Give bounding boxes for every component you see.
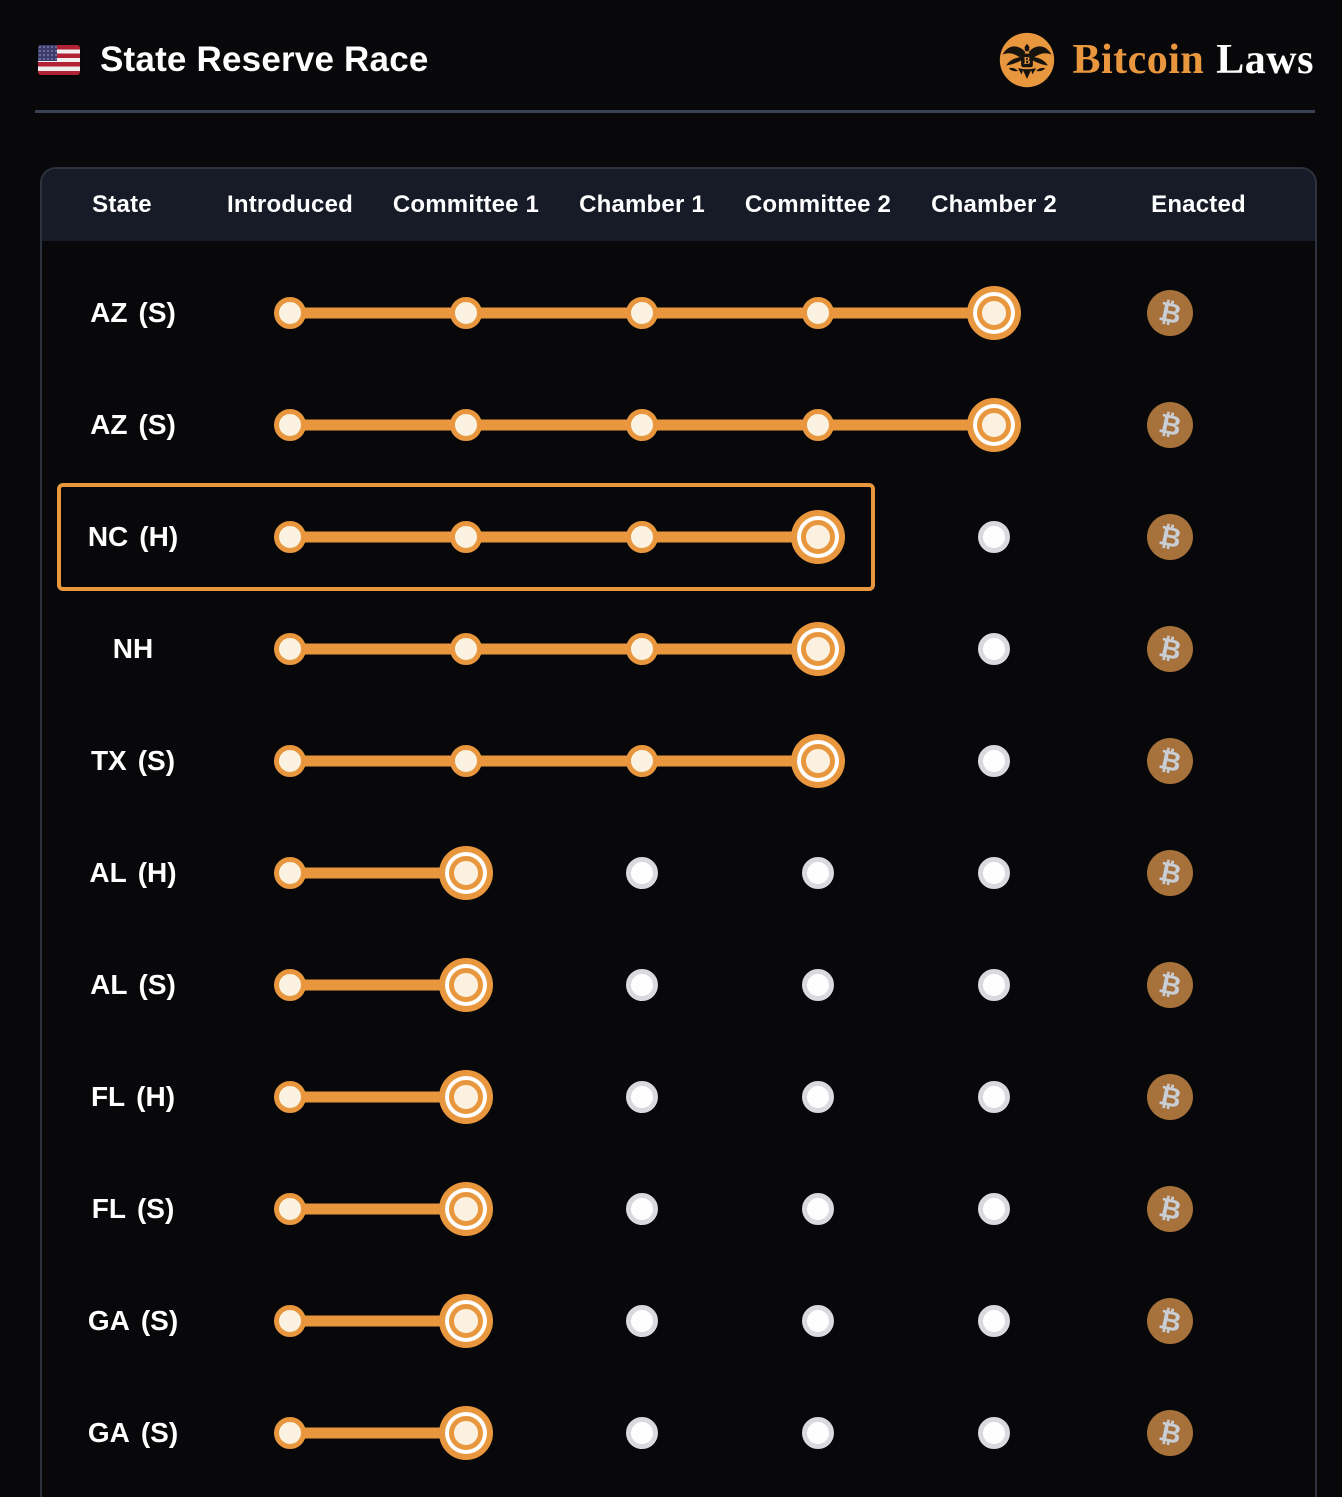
bitcoin-glyph: ₿	[1156, 519, 1184, 555]
table-row[interactable]	[42, 817, 1315, 929]
stage-dot-committee-2	[802, 857, 834, 889]
table-row[interactable]	[42, 1377, 1315, 1489]
stage-dot-committee-1	[449, 1080, 483, 1114]
title-wrap	[38, 40, 429, 80]
stage-dot-chamber-2	[978, 1305, 1010, 1337]
stage-dot-committee-1	[450, 633, 482, 665]
brand-text	[1072, 36, 1314, 84]
stage-dot-chamber-1	[626, 409, 658, 441]
progress-line	[290, 532, 818, 543]
stage-dot-chamber-1	[626, 1417, 658, 1449]
us-flag-icon	[38, 45, 80, 75]
bitcoin-glyph: ₿	[1156, 855, 1184, 891]
state-cell	[42, 857, 202, 889]
table-row[interactable]	[42, 1265, 1315, 1377]
stage-dot-committee-2	[802, 969, 834, 1001]
bitcoin-enacted-icon	[1147, 962, 1193, 1008]
state-label: AZ	[90, 297, 128, 328]
stage-dot-introduced	[274, 969, 306, 1001]
state-cell	[42, 1305, 202, 1337]
progress-line	[290, 1316, 466, 1327]
stage-dot-chamber-2	[978, 1417, 1010, 1449]
column-header-chamber-2: Chamber 2	[931, 191, 1057, 218]
state-cell	[42, 745, 202, 777]
chamber-tag: (S)	[140, 1305, 179, 1336]
stage-dot-introduced	[274, 1081, 306, 1113]
bitcoin-enacted-icon	[1147, 290, 1193, 336]
stage-dot-committee-2	[802, 409, 834, 441]
stage-dot-introduced	[274, 1305, 306, 1337]
state-label: GA	[87, 1417, 130, 1448]
stage-dot-introduced	[274, 633, 306, 665]
state-label: NC	[87, 521, 129, 552]
chamber-tag: (S)	[138, 969, 176, 1000]
stage-dot-introduced	[274, 1417, 306, 1449]
state-cell	[42, 409, 202, 441]
bitcoin-enacted-icon	[1147, 402, 1193, 448]
state-label: FL	[91, 1193, 126, 1224]
state-label: AL	[90, 969, 128, 1000]
column-header-chamber-1: Chamber 1	[579, 191, 705, 218]
state-cell	[42, 1417, 202, 1449]
stage-dot-chamber-2	[978, 745, 1010, 777]
stage-dot-committee-2	[801, 520, 835, 554]
state-cell	[42, 969, 202, 1001]
bitcoin-enacted-icon	[1147, 738, 1193, 784]
chamber-tag: (S)	[136, 1193, 175, 1224]
bitcoin-enacted-icon	[1147, 514, 1193, 560]
table-row[interactable]	[42, 929, 1315, 1041]
state-cell	[42, 1193, 202, 1225]
bitcoin-glyph: ₿	[1156, 407, 1184, 443]
page-title: State Reserve Race	[100, 40, 429, 79]
table-row[interactable]	[42, 1153, 1315, 1265]
stage-dot-committee-1	[450, 297, 482, 329]
chamber-tag: (H)	[139, 521, 179, 552]
stage-dot-chamber-1	[626, 969, 658, 1001]
tracker-table	[40, 167, 1317, 1497]
stage-dot-committee-2	[802, 1305, 834, 1337]
stage-dot-chamber-2	[978, 969, 1010, 1001]
state-cell	[42, 521, 202, 553]
table-row[interactable]	[42, 593, 1315, 705]
stage-dot-committee-1	[449, 1304, 483, 1338]
state-label: AZ	[90, 409, 128, 440]
stage-dot-chamber-1	[626, 521, 658, 553]
bitcoin-glyph: ₿	[1156, 631, 1184, 667]
bitcoin-glyph: ₿	[1156, 1191, 1184, 1227]
column-header-committee-1: Committee 1	[392, 191, 540, 218]
stage-dot-committee-2	[802, 1193, 834, 1225]
stage-dot-committee-2	[802, 1081, 834, 1113]
bitcoin-glyph: ₿	[1156, 295, 1184, 331]
bitcoin-enacted-icon	[1147, 1298, 1193, 1344]
stage-dot-chamber-2	[978, 1193, 1010, 1225]
column-header-state: State	[92, 191, 152, 218]
state-cell	[42, 1081, 202, 1113]
stage-dot-introduced	[274, 1193, 306, 1225]
state-label: NH	[112, 633, 154, 664]
stage-dot-committee-1	[449, 968, 483, 1002]
stage-dot-introduced	[274, 857, 306, 889]
stage-dot-chamber-1	[626, 1305, 658, 1337]
column-header-introduced: Introduced	[227, 191, 353, 218]
chamber-tag: (H)	[136, 1081, 176, 1112]
table-row[interactable]	[42, 369, 1315, 481]
brand-name-secondary: Laws	[1216, 37, 1314, 83]
table-row[interactable]	[42, 257, 1315, 369]
column-header-enacted: Enacted	[1151, 191, 1246, 218]
column-header-committee-2: Committee 2	[744, 191, 892, 218]
stage-dot-committee-1	[449, 856, 483, 890]
stage-dot-chamber-2	[977, 296, 1011, 330]
eagle-coin-icon	[998, 31, 1056, 89]
brand-name-primary: Bitcoin	[1072, 37, 1205, 83]
stage-dot-committee-2	[801, 632, 835, 666]
stage-dot-committee-1	[450, 521, 482, 553]
stage-dot-committee-2	[802, 297, 834, 329]
header-divider	[35, 110, 1315, 113]
progress-line	[290, 980, 466, 991]
stage-dot-committee-1	[449, 1416, 483, 1450]
stage-dot-chamber-1	[626, 745, 658, 777]
stage-dot-committee-2	[802, 1417, 834, 1449]
state-label: FL	[90, 1081, 126, 1112]
stage-dot-committee-1	[450, 409, 482, 441]
stage-dot-chamber-1	[626, 1193, 658, 1225]
table-row[interactable]	[42, 705, 1315, 817]
stage-dot-committee-2	[801, 744, 835, 778]
bitcoin-enacted-icon	[1147, 1074, 1193, 1120]
bitcoin-glyph: ₿	[1156, 1303, 1184, 1339]
stage-dot-chamber-2	[978, 633, 1010, 665]
table-header-row	[42, 169, 1315, 241]
progress-line	[290, 756, 818, 767]
progress-line	[290, 644, 818, 655]
progress-line	[290, 868, 466, 879]
stage-dot-introduced	[274, 409, 306, 441]
chamber-tag: (S)	[140, 1417, 179, 1448]
table-body	[42, 241, 1315, 1489]
chamber-tag: (H)	[137, 857, 177, 888]
progress-line	[290, 1092, 466, 1103]
stage-dot-chamber-2	[978, 521, 1010, 553]
progress-line	[290, 1204, 466, 1215]
chamber-tag: (S)	[138, 297, 176, 328]
chamber-tag: (S)	[137, 745, 176, 776]
stage-dot-chamber-1	[626, 633, 658, 665]
bitcoin-glyph: ₿	[1156, 1079, 1184, 1115]
state-label: AL	[89, 857, 127, 888]
stage-dot-chamber-1	[626, 1081, 658, 1113]
bitcoin-enacted-icon	[1147, 1410, 1193, 1456]
bitcoin-enacted-icon	[1147, 850, 1193, 896]
chamber-tag: (S)	[138, 409, 176, 440]
page-header	[0, 0, 1342, 110]
table-row[interactable]	[42, 1041, 1315, 1153]
bitcoin-glyph: ₿	[1156, 743, 1184, 779]
bitcoin-enacted-icon	[1147, 626, 1193, 672]
stage-dot-chamber-1	[626, 857, 658, 889]
state-cell	[42, 633, 202, 665]
stage-dot-committee-1	[449, 1192, 483, 1226]
svg-text:B: B	[1024, 56, 1031, 68]
stage-dot-introduced	[274, 745, 306, 777]
stage-dot-chamber-2	[977, 408, 1011, 442]
stage-dot-chamber-2	[978, 1081, 1010, 1113]
stage-dot-introduced	[274, 297, 306, 329]
stage-dot-introduced	[274, 521, 306, 553]
state-label: TX	[90, 745, 127, 776]
progress-line	[290, 1428, 466, 1439]
stage-dot-chamber-1	[626, 297, 658, 329]
stage-dot-committee-1	[450, 745, 482, 777]
stage-dot-chamber-2	[978, 857, 1010, 889]
state-label: GA	[87, 1305, 130, 1336]
bitcoin-glyph: ₿	[1156, 1415, 1184, 1451]
table-row[interactable]	[42, 481, 1315, 593]
state-cell	[42, 297, 202, 329]
bitcoin-laws-logo[interactable]	[998, 31, 1314, 89]
bitcoin-enacted-icon	[1147, 1186, 1193, 1232]
bitcoin-glyph: ₿	[1156, 967, 1184, 1003]
